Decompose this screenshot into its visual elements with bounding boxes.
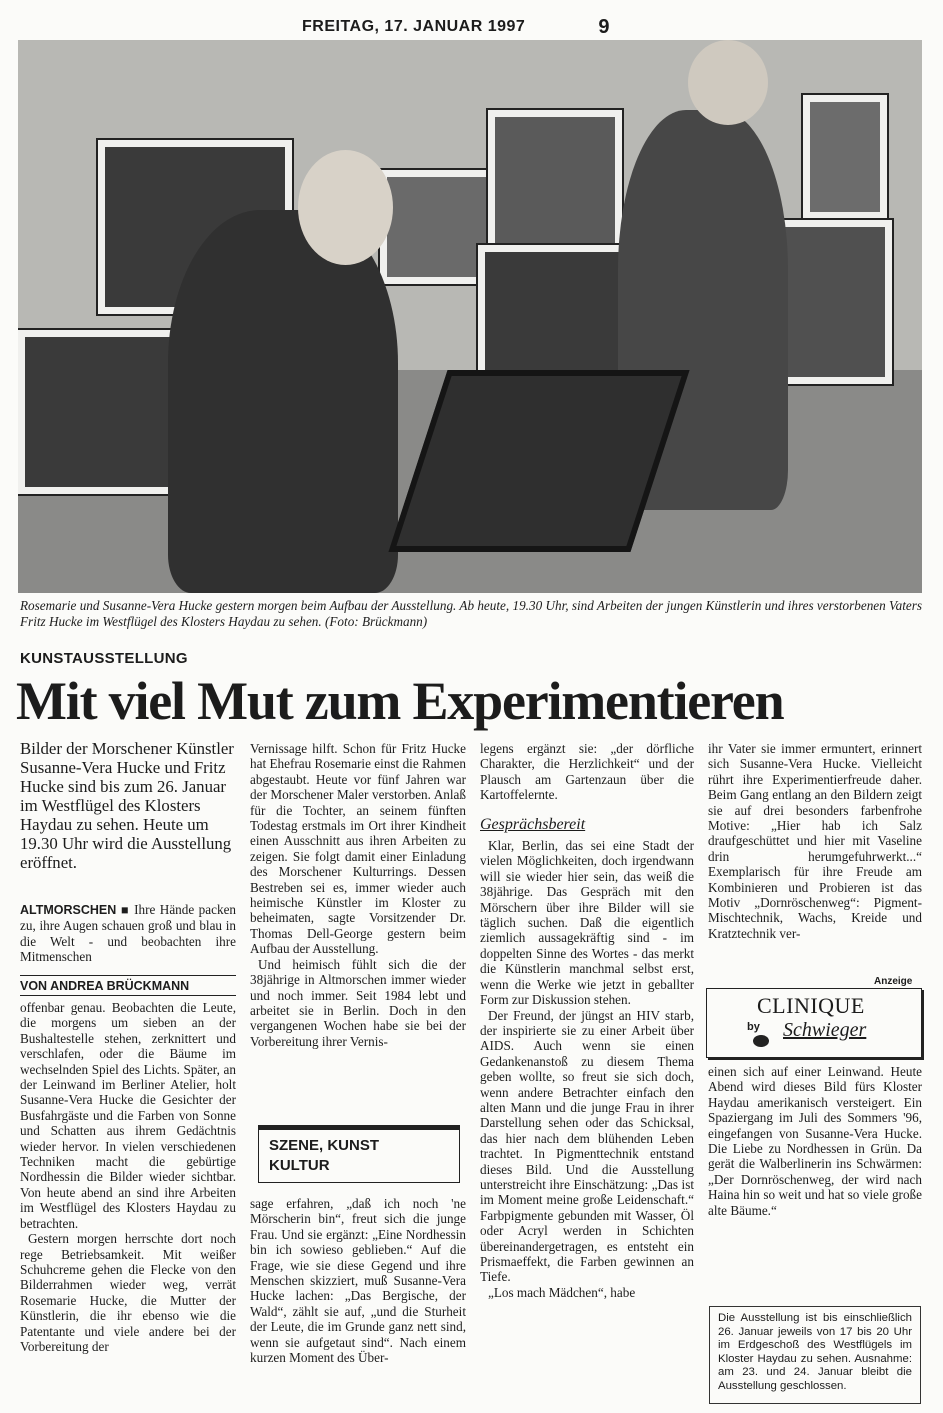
column-4-top (708, 741, 922, 941)
column-2-top (250, 741, 466, 1049)
advert-name: Schwieger (783, 1019, 867, 1041)
painting-frame (778, 220, 892, 384)
article-photo (18, 40, 922, 593)
paragraph: ihr Vater sie immer ermuntert, erinnert sich Susanne-Vera Hucke. Vielleicht rührt ihre Experimentierfreude daher. Beim Gang entlang an den Bildern zeigt sie auf drei besonders farbenfrohe Motive: „Hier hab ich Salz draufgeschüttet und hier mit Vaseline drin herumgefuhrwerkt...“ Exemplarisch für ihre Freude am Kombinieren und Probieren ist das Motiv „Dornröschenweg“: Pigment-Mischtechnik, Wachs, Kreide und Kratztechnik ver- (708, 741, 922, 941)
paragraph: einen sich auf einer Leinwand. Heute Abend wird dieses Bild fürs Kloster Haydau amerikanisch versteigert. Ein Spaziergang im Juli des Sommers '96, eingefangen von Susanne-Vera Hucke. Die Liebe zu Nordhessen in Grün. Da gerät die Walberlinerin ins Schwärmen: „Der Dornröschenweg, der wird nach Haina hin so weit und hat so viele große alte Bäume.“ (708, 1064, 922, 1218)
column-2-bottom (250, 1196, 466, 1365)
paragraph: „Los mach Mädchen“, habe (488, 1284, 636, 1300)
subheading: Gesprächsbereit (480, 815, 586, 833)
advert-brand: CLINIQUE (757, 993, 865, 1018)
paragraph: legens ergänzt sie: „der dörfliche Charakter, die Herzlichkeit“ und der Plausch am Gartenzaun über die Kartoffelernte. (480, 741, 694, 803)
article-kicker: KUNSTAUSSTELLUNG (20, 650, 188, 667)
intro-text: Ihre Hände packen zu, ihre Augen schauen groß und blau in die Welt - und beobachten ihre Mitmenschen (20, 902, 237, 965)
byline: VON ANDREA BRÜCKMANN (20, 975, 236, 996)
paragraph: Vernissage hilft. Schon für Fritz Hucke hat Ehefrau Rosemarie einst die Rahmen abgestaubt. Heute vor fünf Jahren war der Morschener Maler verstorben. Anlaß für die Tochter, an seinem fünften Todestag erstmals im Ort ihrer Kindheit einen Ausschnitt aus ihren Arbeiten zu zeigen. Sie folgt damit einer Einladung des Morschener Kulturrings. Dessen Bestreben sei es, immer wieder auch heimische Künstler im Kloster zu beheimaten, sagte Vorsitzender Dr. Thomas Dell-George gestern beim Aufbau der Ausstellung. (250, 741, 466, 957)
photo-caption: Rosemarie und Susanne-Vera Hucke gestern morgen beim Aufbau der Ausstellung. Ab heute, 19.30 Uhr, sind Arbeiten der jungen Künstlerin und ihres verstorbenen Vaters Fritz Hucke im Westflügel des Klosters Haydau zu sehen. (Foto: Brückmann) (20, 598, 923, 629)
woman-left-head (298, 150, 393, 265)
advert-label: Anzeige (874, 976, 913, 987)
paragraph: sage erfahren, „daß ich noch 'ne Mörscherin bin“, freut sich die junge Frau. Und sie ergänzt: „Eine Nordhessin bin ich sowieso geblieben.“ Auf die Frage, wie sie diese Gegend und ihre Menschen skizziert, muß Susanne-Vera Hucke lachen: „Das Bergische, der Wald“, zählt sie auf, „und die Sturheit der Leute, die im Grunde ganz nett sind, wenn sie aufgetaut sind“. Nach einem kurzen Moment des Über- (250, 1196, 466, 1366)
advert-by: by (747, 1021, 760, 1033)
article-headline: Mit viel Mut zum Experimentieren (16, 671, 784, 731)
painting-frame (803, 95, 887, 219)
issue-date: FREITAG, 17. JANUAR 1997 (302, 18, 526, 35)
woman-right-head (688, 40, 768, 125)
paragraph: Klar, Berlin, das sei eine Stadt der vielen Möglichkeiten, doch irgendwann will sie wieder hier sein, das weiß die 38jährige. Das Gespräch mit den Mörschern über ihre Bilder will sie täglich suchen. Daß die eigentlich ziemlich aussagekräftig sind - im doppelten Sinne des Wortes - das merkt die Künstlerin manchmal selbst erst, wenn die Werke wie jetzt in geballter Form zur Diskussion stehen. (480, 838, 694, 1008)
column-1 (20, 1000, 236, 1354)
article-intro (20, 902, 236, 965)
woman-left (168, 210, 398, 593)
info-box: Die Ausstellung ist bis einschließlich 26. Januar jeweils von 17 bis 20 Uhr im Erdgeschoß des Westflügels im Kloster Haydau zu sehen. Ausnahme: am 23. und 24. Januar bleibt die Ausstellung geschlossen. (709, 1306, 921, 1404)
section-box-line1: SZENE, KUNST (269, 1137, 380, 1154)
dateline: ALTMORSCHEN ■ (20, 903, 130, 917)
section-box-line2: KULTUR (269, 1157, 330, 1174)
page-number: 9 (598, 16, 610, 38)
column-3 (480, 741, 694, 1300)
article-lead: Bilder der Morschener Künstler Susanne-Vera Hucke und Fritz Hucke sind bis zum 26. Januar im Westflügel des Klosters Haydau zu sehen. Heute um 19.30 Uhr wird die Ausstellung eröffnet. (20, 739, 234, 872)
paragraph: Der Freund, der jüngst an HIV starb, der inspirierte sie zu einer Arbeit über AIDS. Auch wenn sie einen Gedankenanstoß zu diesem Thema geben wollte, so freut sie sich doch, wenn andere Betrachter einfach den alten Mann und die junge Frau in ihrer Darstellung sehen oder das Schicksal, das hier nach dem blühenden Leben trachtet. In Pigmenttechnik entstand dieses Bild. Und die Ausstellung unterstreicht ihre Einschätzung: „Das ist im Moment meine große Leidenschaft.“ Farbpigmente gebunden mit Wasser, Öl oder Acryl werden in Schichten übereinandergetragen, es entsteht ein Prismaeffekt, die Farben gewinnen an Tiefe. (480, 1007, 694, 1285)
column-4-bottom (708, 1064, 922, 1218)
section-box (258, 1125, 460, 1183)
advertisement (706, 988, 922, 1058)
paragraph: Gestern morgen herrschte dort noch rege Betriebsamkeit. Mit weißer Schuhcreme gehen die Flecke von den Bilderrahmen wieder weg, verrät Rosemarie Hucke, die Mutter der Künstlerin, die ihr ebenso wie die Patentante und viele andere bei der Vorbereitung der (20, 1231, 236, 1354)
page-header (298, 18, 616, 42)
paragraph: Und heimisch fühlt sich die der 38jährige in Altmorschen immer wieder und noch immer. Seit 1984 lebt und arbeitet sie in Berlin. Doch in den vergangenen Wochen habe sie bei der Vorbereitung ihrer Vernis- (250, 956, 466, 1049)
painting-frame (18, 330, 192, 494)
rose-icon (753, 1035, 769, 1047)
paragraph: offenbar genau. Beobachten die Leute, die morgens um sieben an der Bushaltestelle stehen, zerknittert und verschlafen, oder die Bäume im wechselnden Spiel des Lichts. Später, an der Leinwand im Berliner Atelier, holt Susanne-Vera Hucke die Gesichter der Busfahrgäste und die Farben von Sonne und Schatten aus ihrem Gedächtnis wieder hervor. In vielen verschiedenen Techniken macht die gebürtige Nordhessin die Bilder wieder sichtbar. Von heute abend an sind ihre Arbeiten im Westflügel des Klosters Haydau zu betrachten. (20, 1000, 236, 1231)
